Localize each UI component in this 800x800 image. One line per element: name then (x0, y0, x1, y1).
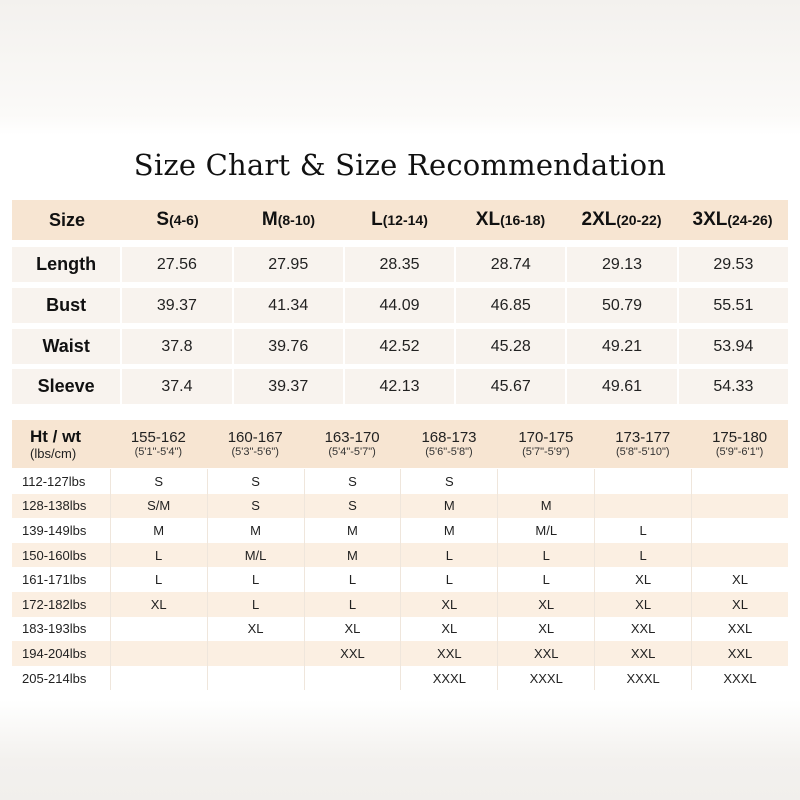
recommended-size: XXL (304, 641, 401, 666)
recommendation-row (12, 518, 788, 543)
height-header-cell (207, 420, 304, 468)
recommended-size: XXXL (400, 666, 497, 691)
weight-range: 205-214lbs (22, 670, 87, 686)
size-header-cell (233, 200, 344, 240)
measurement-label: Bust (46, 295, 87, 315)
recommended-size: L (497, 567, 594, 592)
recommended-size: S (304, 494, 401, 519)
size-range: (24-26) (727, 212, 773, 228)
recommended-size (207, 666, 304, 691)
recommended-size: L (110, 543, 207, 568)
size-range: (12-14) (382, 212, 428, 228)
height-ft: (5'3"-5'6") (231, 446, 279, 458)
ht-wt-unit: (lbs/cm) (30, 446, 77, 461)
measurement-value: 41.34 (232, 288, 343, 323)
weight-range: 150-160lbs (22, 547, 87, 563)
recommended-size: XL (594, 592, 691, 617)
recommended-size: XXXL (691, 666, 788, 691)
recommended-size: XL (497, 592, 594, 617)
recommendation-row (12, 666, 788, 691)
size-range: (20-22) (616, 212, 662, 228)
recommended-size: L (304, 592, 401, 617)
ht-wt-title: Ht / wt (30, 427, 81, 446)
recommended-size: XL (400, 592, 497, 617)
size-name: S (156, 209, 170, 230)
height-header-cell (401, 420, 498, 468)
measurement-value: 49.61 (565, 369, 676, 404)
recommended-size: XL (691, 592, 788, 617)
recommended-size: L (594, 543, 691, 568)
recommended-size: M (304, 518, 401, 543)
recommended-size: XXL (691, 641, 788, 666)
recommendation-row (12, 641, 788, 666)
size-chart-header (12, 200, 788, 240)
recommended-size: M/L (497, 518, 594, 543)
recommended-size: XL (207, 617, 304, 642)
recommended-size: L (400, 567, 497, 592)
recommended-size: S (400, 469, 497, 494)
recommended-size: XL (400, 617, 497, 642)
recommended-size: XXL (497, 641, 594, 666)
measurement-value: 37.4 (120, 369, 231, 404)
height-ft: (5'1"-5'4") (134, 446, 183, 458)
measurement-value: 42.13 (343, 369, 454, 404)
recommended-size: M (400, 494, 497, 519)
recommended-size: L (594, 518, 691, 543)
size-header-cell (122, 200, 233, 240)
recommended-size: XXXL (594, 666, 691, 691)
background-bottom (0, 700, 800, 800)
size-name: M (261, 209, 278, 230)
height-cm: 173-177 (615, 429, 671, 446)
height-cm: 170-175 (518, 429, 574, 446)
recommendation-row (12, 617, 788, 642)
height-ft: (5'7"-5'9") (522, 446, 570, 458)
size-name: 2XL (581, 209, 617, 230)
recommended-size: S (207, 469, 304, 494)
recommended-size: M (207, 518, 304, 543)
recommended-size: L (110, 567, 207, 592)
measurement-value: 28.35 (343, 247, 454, 282)
recommended-size (594, 494, 691, 519)
measurement-value: 37.8 (120, 329, 231, 364)
measurement-label: Length (36, 254, 97, 274)
height-header-cell (497, 420, 594, 468)
height-ft: (5'6"-5'8") (425, 446, 473, 458)
recommended-size: XXL (691, 617, 788, 642)
weight-range: 139-149lbs (22, 522, 87, 538)
height-header-cell (691, 420, 788, 468)
recommended-size (691, 543, 788, 568)
recommended-size: XL (594, 567, 691, 592)
weight-range: 183-193lbs (22, 621, 87, 637)
measurement-value: 28.74 (454, 247, 565, 282)
recommended-size: XXXL (497, 666, 594, 691)
height-cm: 160-167 (227, 429, 283, 446)
height-header-cell (594, 420, 691, 468)
recommended-size (110, 666, 207, 691)
measurement-value: 54.33 (677, 369, 788, 404)
size-chart-row (12, 369, 788, 404)
size-header-cell (455, 200, 566, 240)
recommended-size (594, 469, 691, 494)
measurement-value: 50.79 (565, 288, 676, 323)
recommended-size: S/M (110, 494, 207, 519)
measurement-value: 42.52 (343, 329, 454, 364)
measurement-value: 44.09 (343, 288, 454, 323)
size-header-cell (566, 200, 677, 240)
recommended-size (691, 494, 788, 519)
recommendation-header (12, 420, 788, 468)
size-header-cell (344, 200, 455, 240)
recommended-size: M (497, 494, 594, 519)
recommended-size (110, 641, 207, 666)
weight-range: 194-204lbs (22, 645, 87, 661)
recommendation-row (12, 592, 788, 617)
recommended-size: L (497, 543, 594, 568)
recommended-size: XL (691, 567, 788, 592)
measurement-value: 39.76 (232, 329, 343, 364)
measurement-label: Sleeve (37, 376, 95, 396)
recommended-size (691, 469, 788, 494)
recommendation-row (12, 567, 788, 592)
recommended-size: XL (497, 617, 594, 642)
page-title: Size Chart & Size Recommendation (133, 148, 667, 182)
recommendation-row (12, 469, 788, 494)
measurement-value: 55.51 (677, 288, 788, 323)
recommended-size (497, 469, 594, 494)
size-range: (16-18) (500, 212, 546, 228)
recommended-size: M (400, 518, 497, 543)
height-cm: 175-180 (712, 429, 768, 446)
recommended-size: XXL (594, 617, 691, 642)
recommended-size: L (304, 567, 401, 592)
recommended-size: S (304, 469, 401, 494)
recommended-size: XL (110, 592, 207, 617)
height-cm: 163-170 (324, 429, 380, 446)
size-header-label: Size (48, 209, 86, 230)
size-name: 3XL (692, 209, 728, 230)
recommended-size (691, 518, 788, 543)
measurement-value: 39.37 (232, 369, 343, 404)
measurement-value: 29.53 (677, 247, 788, 282)
size-header-cell (677, 200, 788, 240)
measurement-value: 49.21 (565, 329, 676, 364)
measurement-value: 45.67 (454, 369, 565, 404)
size-range: (8-10) (277, 212, 316, 228)
measurement-value: 46.85 (454, 288, 565, 323)
recommended-size: XXL (400, 641, 497, 666)
measurement-value: 27.56 (120, 247, 231, 282)
recommended-size: XXL (594, 641, 691, 666)
size-name: XL (475, 209, 501, 230)
size-chart-row (12, 288, 788, 323)
height-header-cell (304, 420, 401, 468)
recommended-size: M (304, 543, 401, 568)
measurement-value: 53.94 (677, 329, 788, 364)
recommendation-row (12, 494, 788, 519)
recommended-size (304, 666, 401, 691)
recommended-size: M/L (207, 543, 304, 568)
height-cm: 168-173 (421, 429, 477, 446)
height-weight-label (12, 420, 110, 468)
recommended-size: S (110, 469, 207, 494)
height-ft: (5'8"-5'10") (615, 446, 670, 458)
weight-range: 112-127lbs (22, 473, 86, 489)
measurement-value: 29.13 (565, 247, 676, 282)
height-ft: (5'9"-6'1") (715, 446, 764, 458)
height-ft: (5'4"-5'7") (328, 446, 376, 458)
size-chart-row (12, 329, 788, 364)
weight-range: 172-182lbs (22, 596, 87, 612)
size-range: (4-6) (169, 212, 199, 228)
recommended-size: L (207, 567, 304, 592)
recommendation-row (12, 543, 788, 568)
height-header-cell (110, 420, 207, 468)
weight-range: 161-171lbs (22, 572, 87, 588)
size-name: L (371, 209, 383, 230)
recommended-size (110, 617, 207, 642)
recommended-size: S (207, 494, 304, 519)
background-top (0, 0, 800, 135)
recommended-size (207, 641, 304, 666)
recommended-size: L (207, 592, 304, 617)
measurement-label: Waist (42, 336, 90, 356)
recommended-size: L (400, 543, 497, 568)
measurement-value: 39.37 (120, 288, 231, 323)
height-cm: 155-162 (130, 429, 186, 446)
recommended-size: M (110, 518, 207, 543)
measurement-value: 27.95 (232, 247, 343, 282)
measurement-value: 45.28 (454, 329, 565, 364)
recommended-size: XL (304, 617, 401, 642)
weight-range: 128-138lbs (22, 498, 87, 514)
size-chart-row (12, 247, 788, 282)
